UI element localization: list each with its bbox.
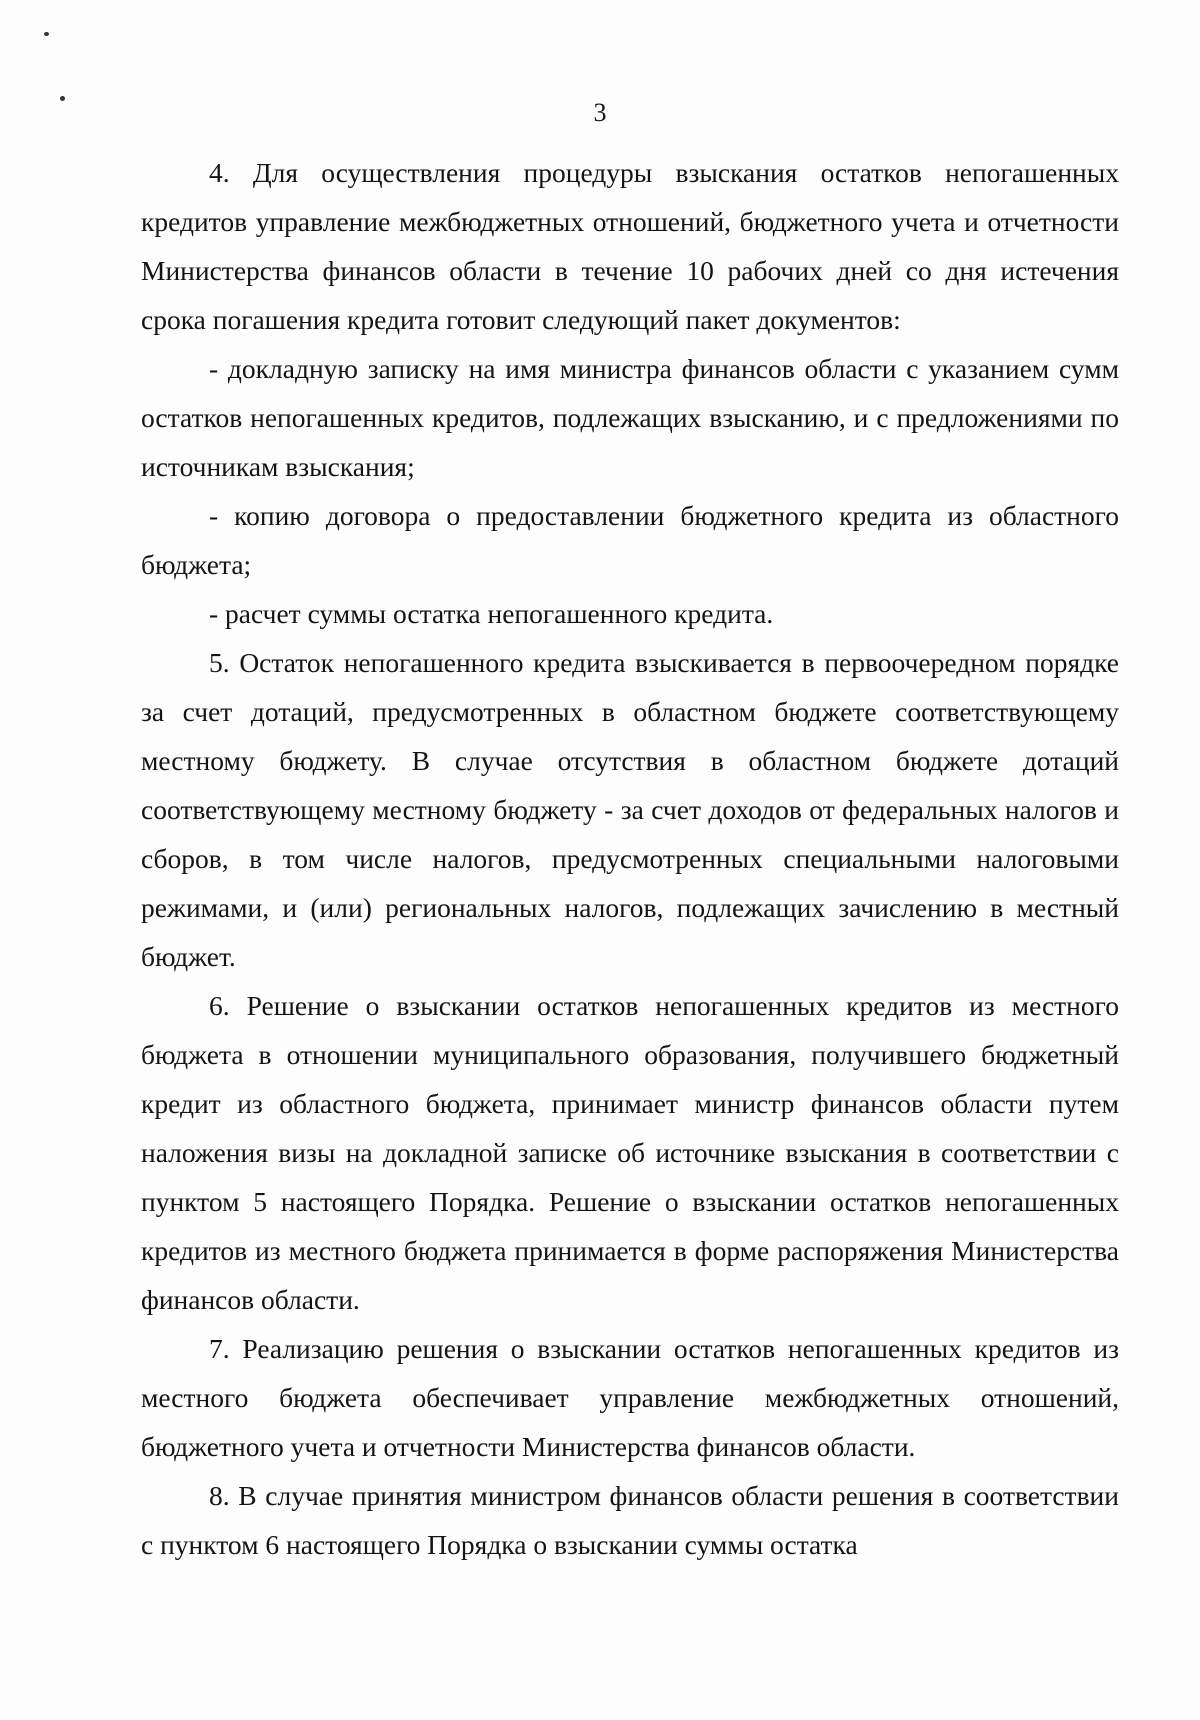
paragraph-4: 4. Для осуществления процедуры взыскания остатков непогашенных кредитов управление межбюджетных отношений, бюджетного учета и отчетности Министерства финансов области в течение 10 рабочих дней со дня истечения срока погашения кредита готовит следующий пакет документов: — [141, 157, 1119, 335]
page-number: 3 — [593, 98, 607, 127]
document-body — [141, 148, 1119, 1569]
paragraph-6: 6. Решение о взыскании остатков непогашенных кредитов из местного бюджета в отношении муниципального образования, получившего бюджетный кредит из областного бюджета, принимает министр финансов области путем наложения визы на докладной записке об источнике взыскания в соответствии с пунктом 5 настоящего Порядка. Решение о взыскании остатков непогашенных кредитов из местного бюджета принимается в форме распоряжения Министерства финансов области. — [141, 990, 1119, 1315]
list-item-calculation: - расчет суммы остатка непогашенного кредита. — [209, 598, 774, 629]
scan-speck — [44, 32, 49, 36]
list-item-memo: - докладную записку на имя министра финансов области с указанием сумм остатков непогашенных кредитов, подлежащих взысканию, и с предложениями по источникам взыскания; — [141, 353, 1119, 482]
paragraph-8: 8. В случае принятия министром финансов области решения в соответствии с пунктом 6 настоящего Порядка о взыскании суммы остатка — [141, 1480, 1119, 1560]
paragraph-7: 7. Реализацию решения о взыскании остатков непогашенных кредитов из местного бюджета обеспечивает управление межбюджетных отношений, бюджетного учета и отчетности Министерства финансов области. — [141, 1333, 1119, 1462]
paragraph-5: 5. Остаток непогашенного кредита взыскивается в первоочередном порядке за счет дотаций, предусмотренных в областном бюджете соответствующему местному бюджету. В случае отсутствия в областном бюджете дотаций соответствующему местному бюджету - за счет доходов от федеральных налогов и сборов, в том числе налогов, предусмотренных специальными налоговыми режимами, и (или) региональных налогов, подлежащих зачислению в местный бюджет. — [141, 647, 1119, 972]
list-item-contract-copy: - копию договора о предоставлении бюджетного кредита из областного бюджета; — [141, 500, 1119, 580]
